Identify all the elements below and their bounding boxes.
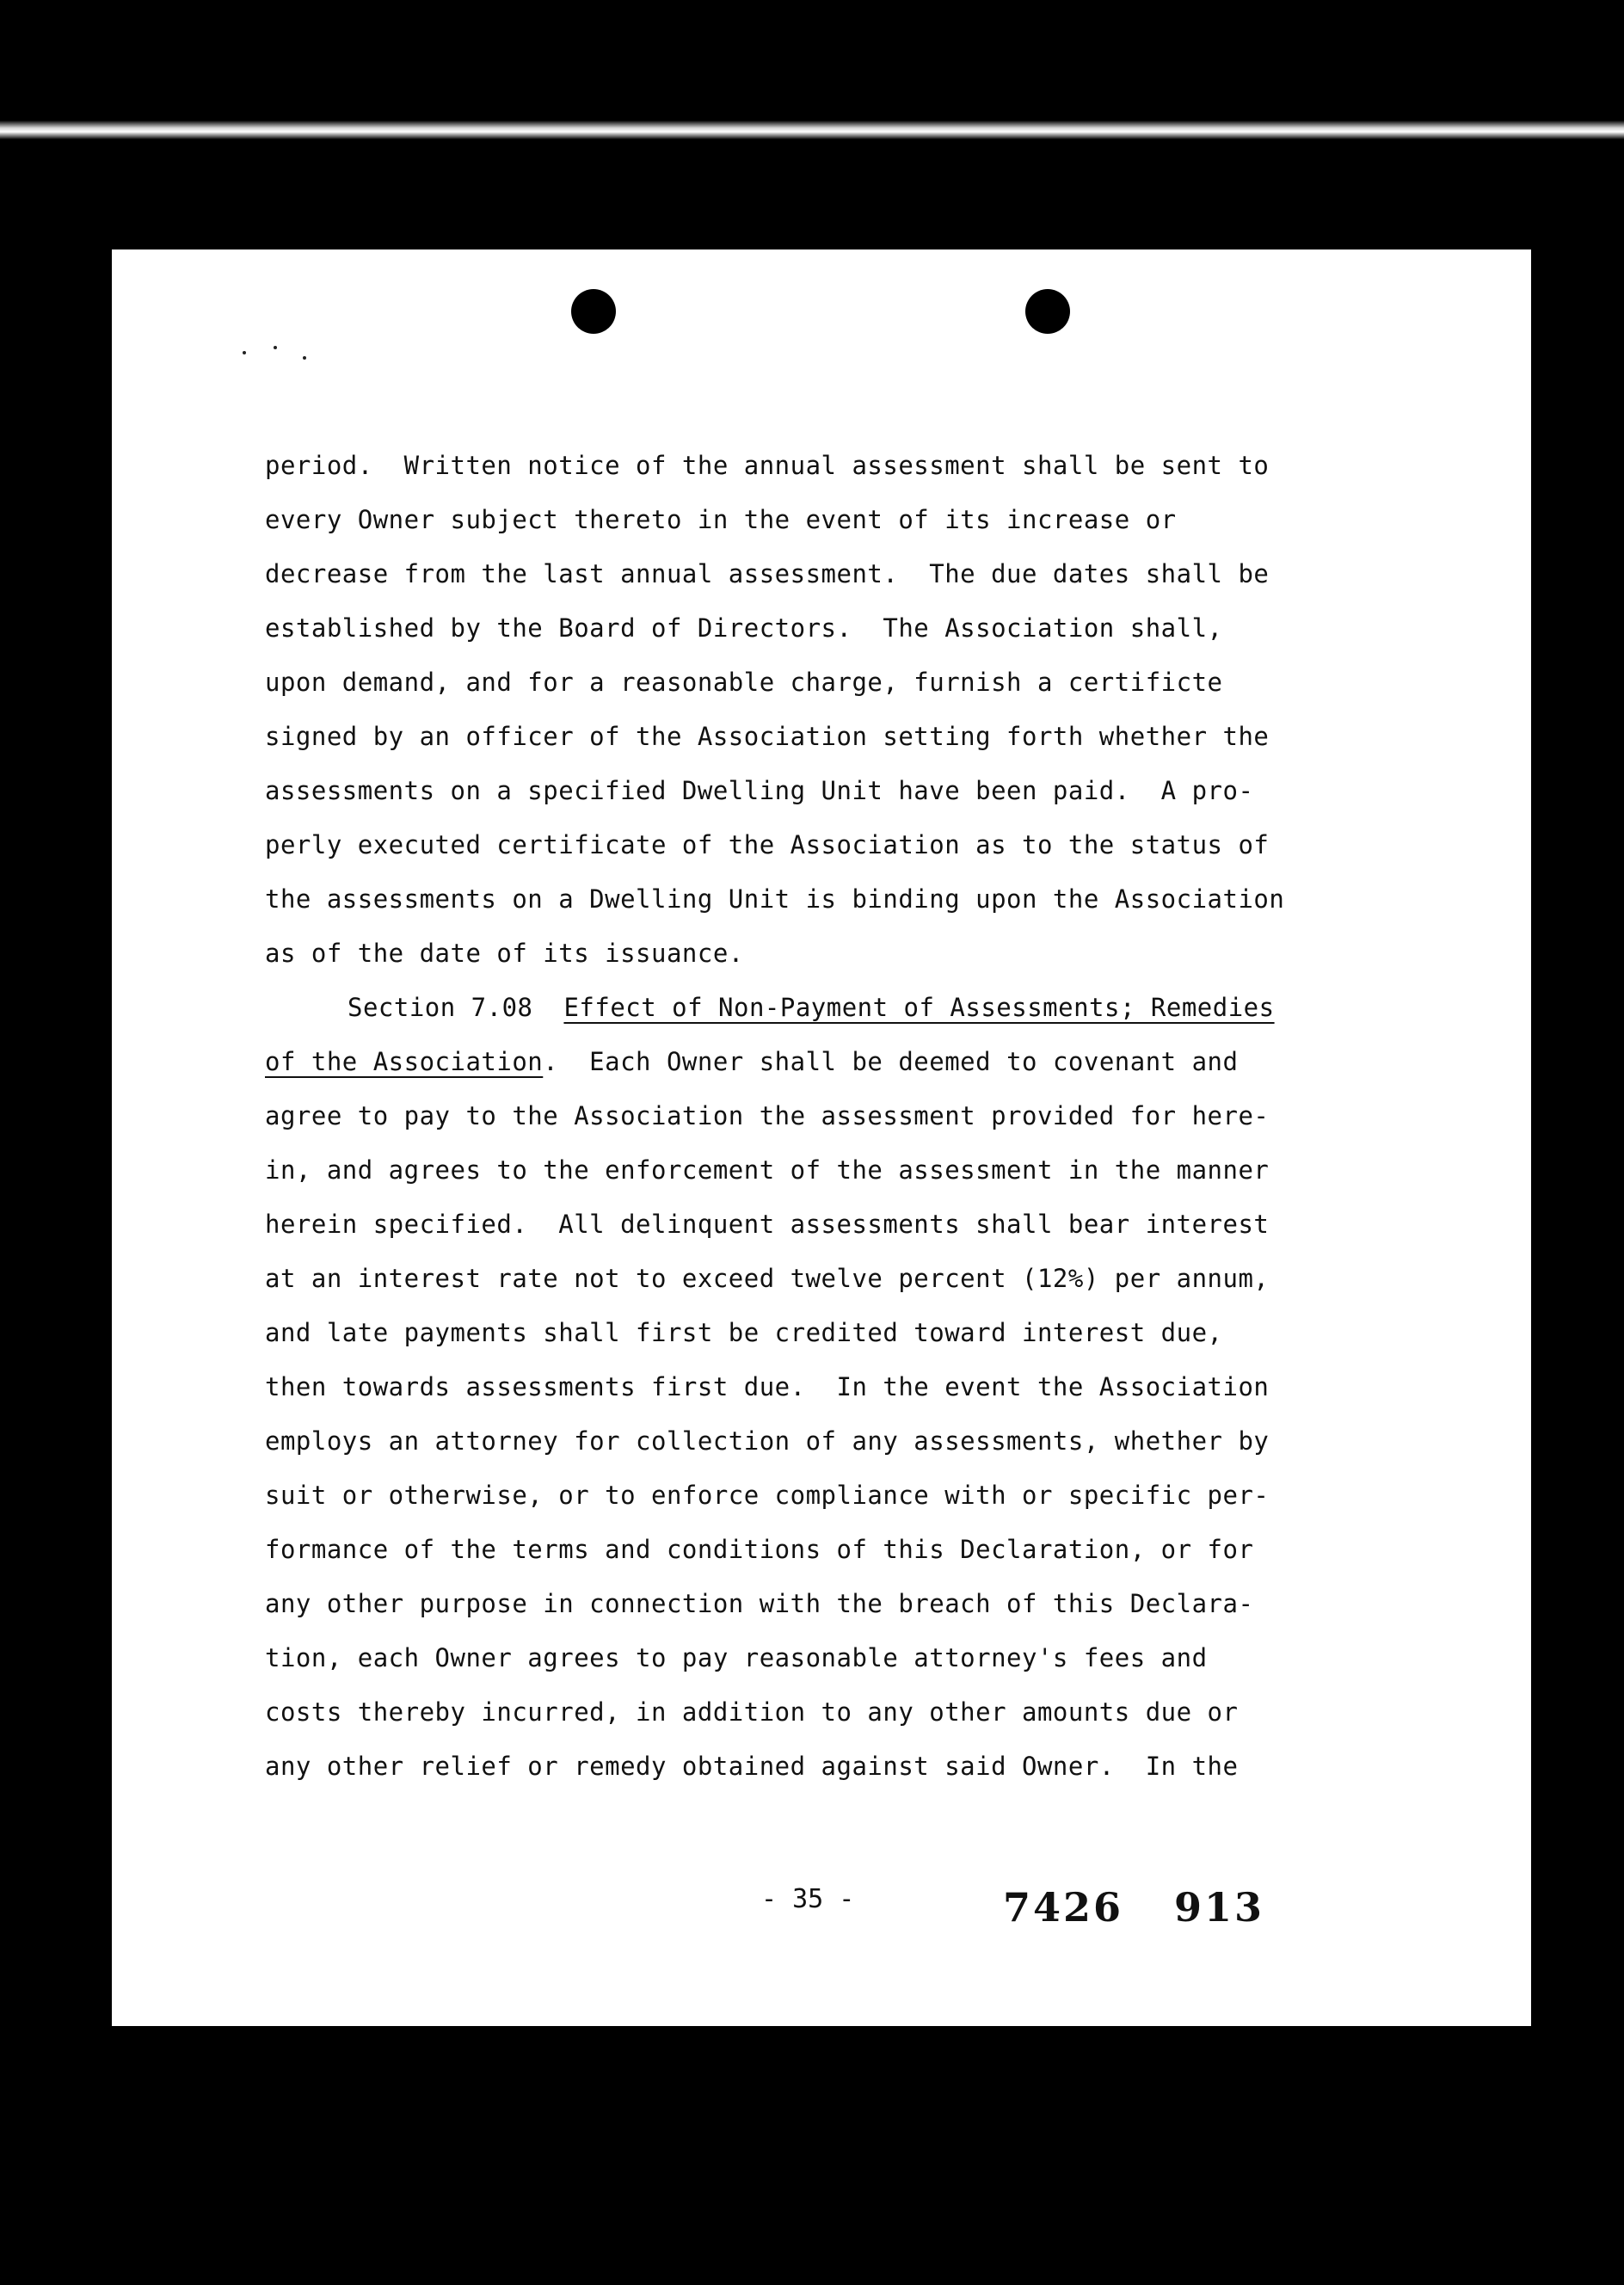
- text-line: in, and agrees to the enforcement of the assessment in the manner: [265, 1155, 1270, 1185]
- text-line: suit or otherwise, or to enforce compliance with or specific per-: [265, 1481, 1270, 1510]
- text-line: perly executed certificate of the Association as to the status of: [265, 830, 1270, 859]
- text-line: established by the Board of Directors. The Association shall,: [265, 613, 1223, 643]
- text-line: assessments on a specified Dwelling Unit have been paid. A pro-: [265, 776, 1254, 805]
- text-line: formance of the terms and conditions of this Declaration, or for: [265, 1535, 1254, 1564]
- section-heading-continued: of the Association: [265, 1047, 544, 1076]
- text-line: the assessments on a Dwelling Unit is binding upon the Association: [265, 884, 1285, 914]
- text-line: and late payments shall first be credited toward interest due,: [265, 1318, 1223, 1347]
- text-line: tion, each Owner agrees to pay reasonable attorney's fees and: [265, 1643, 1208, 1672]
- punch-hole-left: [571, 289, 616, 334]
- text-line: costs thereby incurred, in addition to any other amounts due or: [265, 1697, 1239, 1727]
- scan-top-band: [0, 0, 1624, 129]
- text-line: . Each Owner shall be deemed to covenant and: [543, 1047, 1239, 1076]
- scan-speck: [303, 356, 306, 360]
- text-line: upon demand, and for a reasonable charge, furnish a certificte: [265, 668, 1223, 697]
- section-heading-line-2: [265, 1035, 1383, 1089]
- text-line: employs an attorney for collection of any assessments, whether by: [265, 1426, 1270, 1456]
- document-page: [112, 249, 1531, 2026]
- scan-edge-line: [0, 120, 1624, 139]
- text-line: any other relief or remedy obtained against said Owner. In the: [265, 1752, 1239, 1781]
- body-text: [265, 439, 1383, 1794]
- book-number: 7426: [1003, 1884, 1124, 1931]
- section-heading-line: [265, 981, 1383, 1035]
- text-line: decrease from the last annual assessment. The due dates shall be: [265, 559, 1270, 588]
- text-line: at an interest rate not to exceed twelve percent (12%) per annum,: [265, 1264, 1270, 1293]
- page-reference-number: 913: [1174, 1884, 1265, 1931]
- text-line: any other purpose in connection with the breach of this Declara-: [265, 1589, 1254, 1618]
- punch-hole-right: [1025, 289, 1070, 334]
- scan-speck: [243, 351, 246, 354]
- text-line: then towards assessments first due. In the event the Association: [265, 1372, 1270, 1401]
- section-heading: Effect of Non-Payment of Assessments; Remedies: [563, 993, 1275, 1022]
- page-number: - 35 -: [761, 1884, 855, 1914]
- section-label: Section 7.08: [348, 993, 533, 1022]
- text-line: as of the date of its issuance.: [265, 939, 744, 968]
- text-line: herein specified. All delinquent assessments shall bear interest: [265, 1210, 1270, 1239]
- text-line: period. Written notice of the annual assessment shall be sent to: [265, 451, 1270, 480]
- text-line: every Owner subject thereto in the event of its increase or: [265, 505, 1177, 534]
- text-line: signed by an officer of the Association setting forth whether the: [265, 722, 1270, 751]
- text-line: agree to pay to the Association the assessment provided for here-: [265, 1101, 1270, 1130]
- scan-speck: [274, 346, 277, 349]
